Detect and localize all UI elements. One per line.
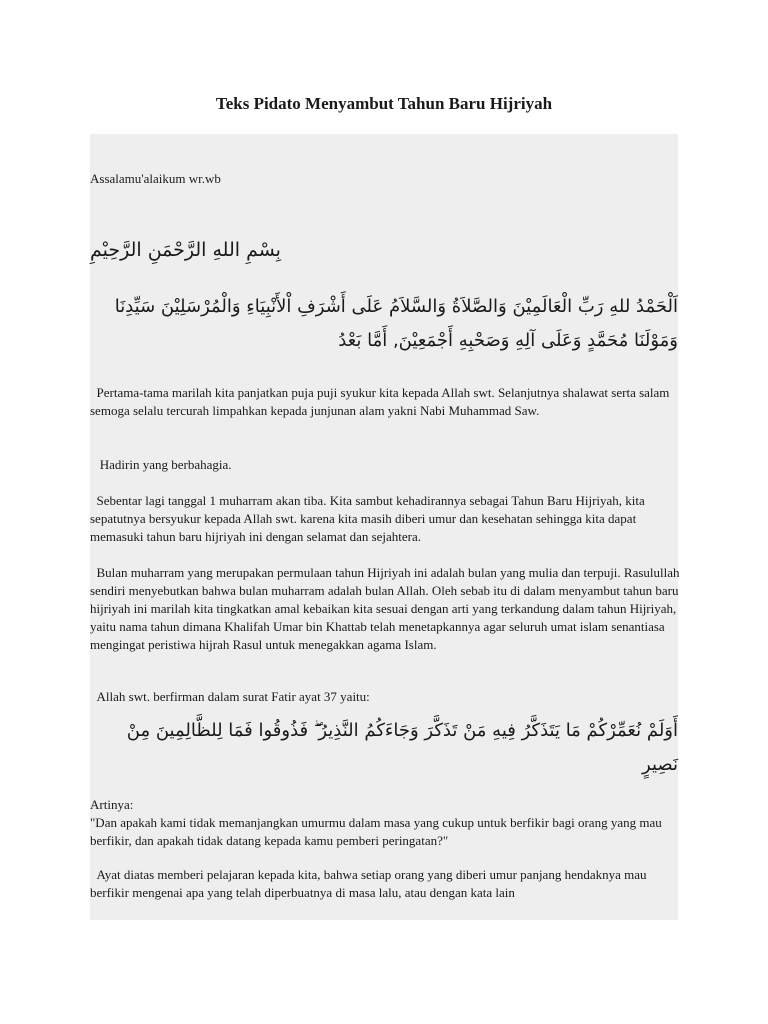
paragraph-reflection: Ayat diatas memberi pelajaran kepada kita, bahwa setiap orang yang diberi umur panjang hendaknya mau berfikir mengenai apa yang telah diperbuatnya di masa lalu, atau dengan kata lain <box>90 867 650 900</box>
salam-text: Assalamu'alaikum wr.wb <box>90 171 221 186</box>
paragraph-opening: Pertama-tama marilah kita panjatkan puja puji syukur kita kepada Allah swt. Selanjutnya shalawat serta salam semoga selalu tercurah limpahkan kepada junjunan alam yakni Nabi Muhammad Saw. <box>90 385 673 418</box>
paragraph-hijriyah: Bulan muharram yang merupakan permulaan tahun Hijriyah ini adalah bulan yang mulia dan terpuji. Rasulullah sendiri menyebutkan bahwa bulan muharram adalah bulan Allah. Oleh sebab itu di dalam menyambut tahun baru hijriyah ini marilah kita tingkatkan amal kebaikan kita sesuai dengan arti yang terkandung dalam tahun Hijriyah, yaitu nama tahun dimana Khalifah Umar bin Khattab telah menetapkannya agar seluruh umat islam senantiasa mengingat peristiwa hijrah Rasul untuk menegakkan agama Islam. <box>90 565 683 652</box>
document-title: Teks Pidato Menyambut Tahun Baru Hijriyah <box>215 94 553 113</box>
artinya-text: "Dan apakah kami tidak memanjangkan umurmu dalam masa yang cukup untuk berfikir bagi orang yang mau berfikir, dan apakah tidak datang kepada kamu pemberi peringatan?" <box>90 815 665 848</box>
paragraph-muharram: Sebentar lagi tanggal 1 muharram akan tiba. Kita sambut kehadirannya sebagai Tahun Baru Hijriyah, kita sepatutnya bersyukur kepada Allah swt. karena kita masih diberi umur dan kesehatan sehingga kita dapat memasuki tahun baru hijriyah ini dengan selamat dan sejahtera. <box>90 493 649 544</box>
paragraph-greeting: Hadirin yang berbahagia. <box>90 457 232 472</box>
ayat-text: أَوَلَمْ نُعَمِّرْكُمْ مَا يَتَذَكَّرُ فِيهِ مَنْ تَذَكَّرَ وَجَاءَكُمُ النَّذِيرُ ۖ فَذُوقُوا فَمَا لِلظَّالِمِينَ مِنْ نَصِيرٍ <box>126 720 678 775</box>
artinya-label: Artinya: <box>90 797 134 812</box>
paragraph-firman: Allah swt. berfirman dalam surat Fatir ayat 37 yaitu: <box>90 689 370 704</box>
basmalah-text: بِسْمِ اللهِ الرَّحْمَنِ الرَّحِيْمِ <box>90 239 281 261</box>
hamdalah-text: اَلْحَمْدُ للهِ رَبِّ الْعَالَمِيْنَ وَالصَّلاَةُ وَالسَّلاَمُ عَلَى أَشْرَفِ اْلأَنْبِيَاءِ وَالْمُرْسَلِيْنَ سَيِّدِنَا وَمَوْلَنَا مُحَمَّدٍ وَعَلَى آلِهِ وَصَحْبِهِ أَجْمَعِيْنَ, أَمَّا بَعْدُ <box>114 296 678 351</box>
